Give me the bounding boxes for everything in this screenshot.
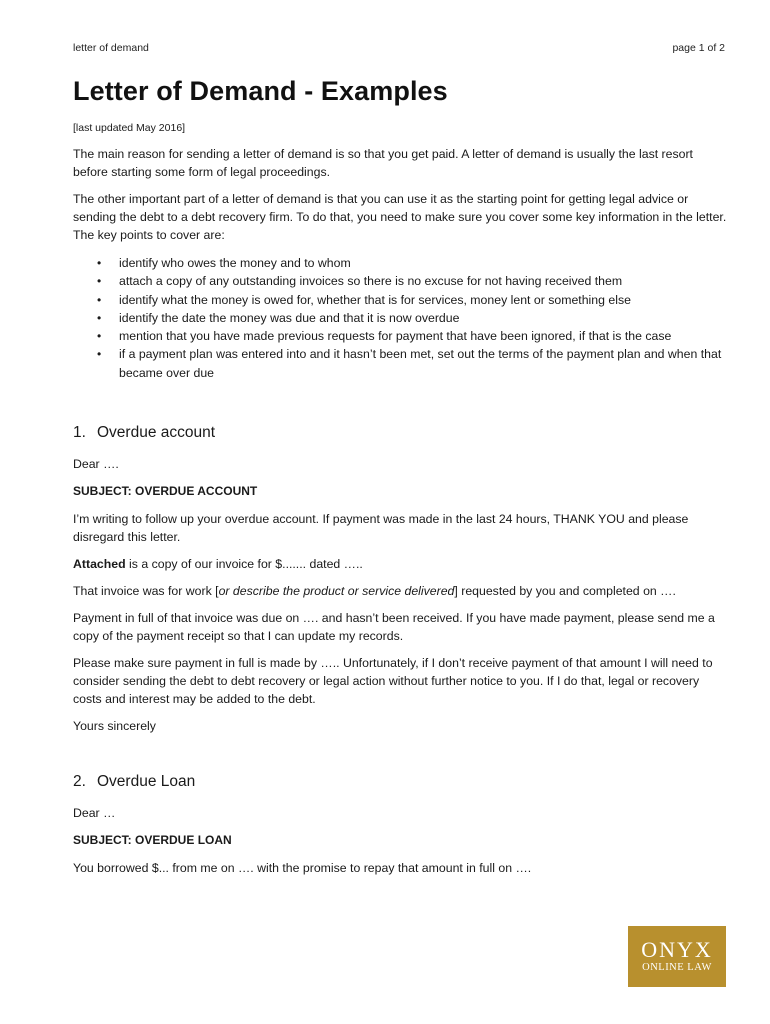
intro-paragraph-1: The main reason for sending a letter of demand is so that you get paid. A letter of demand is usually the last resort before starting some form of legal proceedings. <box>73 147 693 179</box>
onyx-online-law-logo <box>628 926 726 987</box>
section-1-title: Overdue account <box>97 424 216 441</box>
section-1-final-notice-paragraph: Please make sure payment in full is made by ….. Unfortunately, if I don’t receive payment of that amount I will need to consider sending the debt to debt recovery or legal action without further notice to you. If I do that, legal or recovery costs and interest may be added to the debt. <box>73 656 713 706</box>
section-1-subject: SUBJECT: OVERDUE ACCOUNT <box>73 484 258 498</box>
section-1-attached-line: Attached is a copy of our invoice for $....... dated ….. <box>73 557 363 571</box>
intro-paragraph-2: The other important part of a letter of demand is that you can use it as the starting point for getting legal advice or sending the debt to a debt recovery firm. To do that, you need to make sure you cover some key information in the letter. The key points to cover are: <box>73 192 727 242</box>
section-1-payment-paragraph: Payment in full of that invoice was due on …. and hasn’t been received. If you have made payment, please send me a copy of the payment receipt so that I can update my records. <box>73 611 715 643</box>
last-updated-note: [last updated May 2016] <box>73 122 186 134</box>
list-item: • identify the date the money was due and that it is now overdue <box>73 309 723 327</box>
section-1-invoice-line: That invoice was for work [or describe the product or service delivered] requested by you and completed on …. <box>73 584 676 598</box>
section-1-signoff: Yours sincerely <box>73 719 156 733</box>
section-1-heading <box>73 424 215 442</box>
bullet-icon: • <box>97 292 102 307</box>
section-2-salutation: Dear … <box>73 806 116 820</box>
section-2-number: 2. <box>73 773 86 790</box>
section-2-subject: SUBJECT: OVERDUE LOAN <box>73 833 232 847</box>
section-2-title: Overdue Loan <box>97 773 196 790</box>
page-title: Letter of Demand - Examples <box>73 76 448 106</box>
logo-brand-name: ONYX <box>641 937 713 962</box>
header-page-number: page 1 of 2 <box>672 42 725 54</box>
bullet-icon: • <box>97 274 102 289</box>
section-2-paragraph-1: You borrowed $... from me on …. with the promise to repay that amount in full on …. <box>73 861 532 875</box>
header-doc-name: letter of demand <box>73 42 149 54</box>
list-item: • mention that you have made previous requests for payment that have been ignored, if that is the case <box>73 327 723 345</box>
list-item: • attach a copy of any outstanding invoices so there is no excuse for not having received them <box>73 272 723 290</box>
logo-brand-subtitle: ONLINE LAW <box>642 962 712 973</box>
section-1-number: 1. <box>73 424 86 441</box>
bullet-icon: • <box>97 347 102 362</box>
bullet-icon: • <box>97 256 102 270</box>
bullet-icon: • <box>97 310 102 325</box>
bullet-icon: • <box>97 329 102 344</box>
list-item: • if a payment plan was entered into and it hasn’t been met, set out the terms of the payment plan and when that became over due <box>97 347 722 380</box>
section-1-paragraph-1: I’m writing to follow up your overdue account. If payment was made in the last 24 hours, THANK YOU and please disregard this letter. <box>73 512 689 544</box>
list-item: • identify what the money is owed for, whether that is for services, money lent or something else <box>73 291 723 309</box>
section-2-heading <box>73 773 195 791</box>
key-points-list <box>73 254 723 382</box>
page-header <box>73 42 725 54</box>
list-item: • identify who owes the money and to whom <box>73 254 723 272</box>
section-1-salutation: Dear …. <box>73 457 119 471</box>
